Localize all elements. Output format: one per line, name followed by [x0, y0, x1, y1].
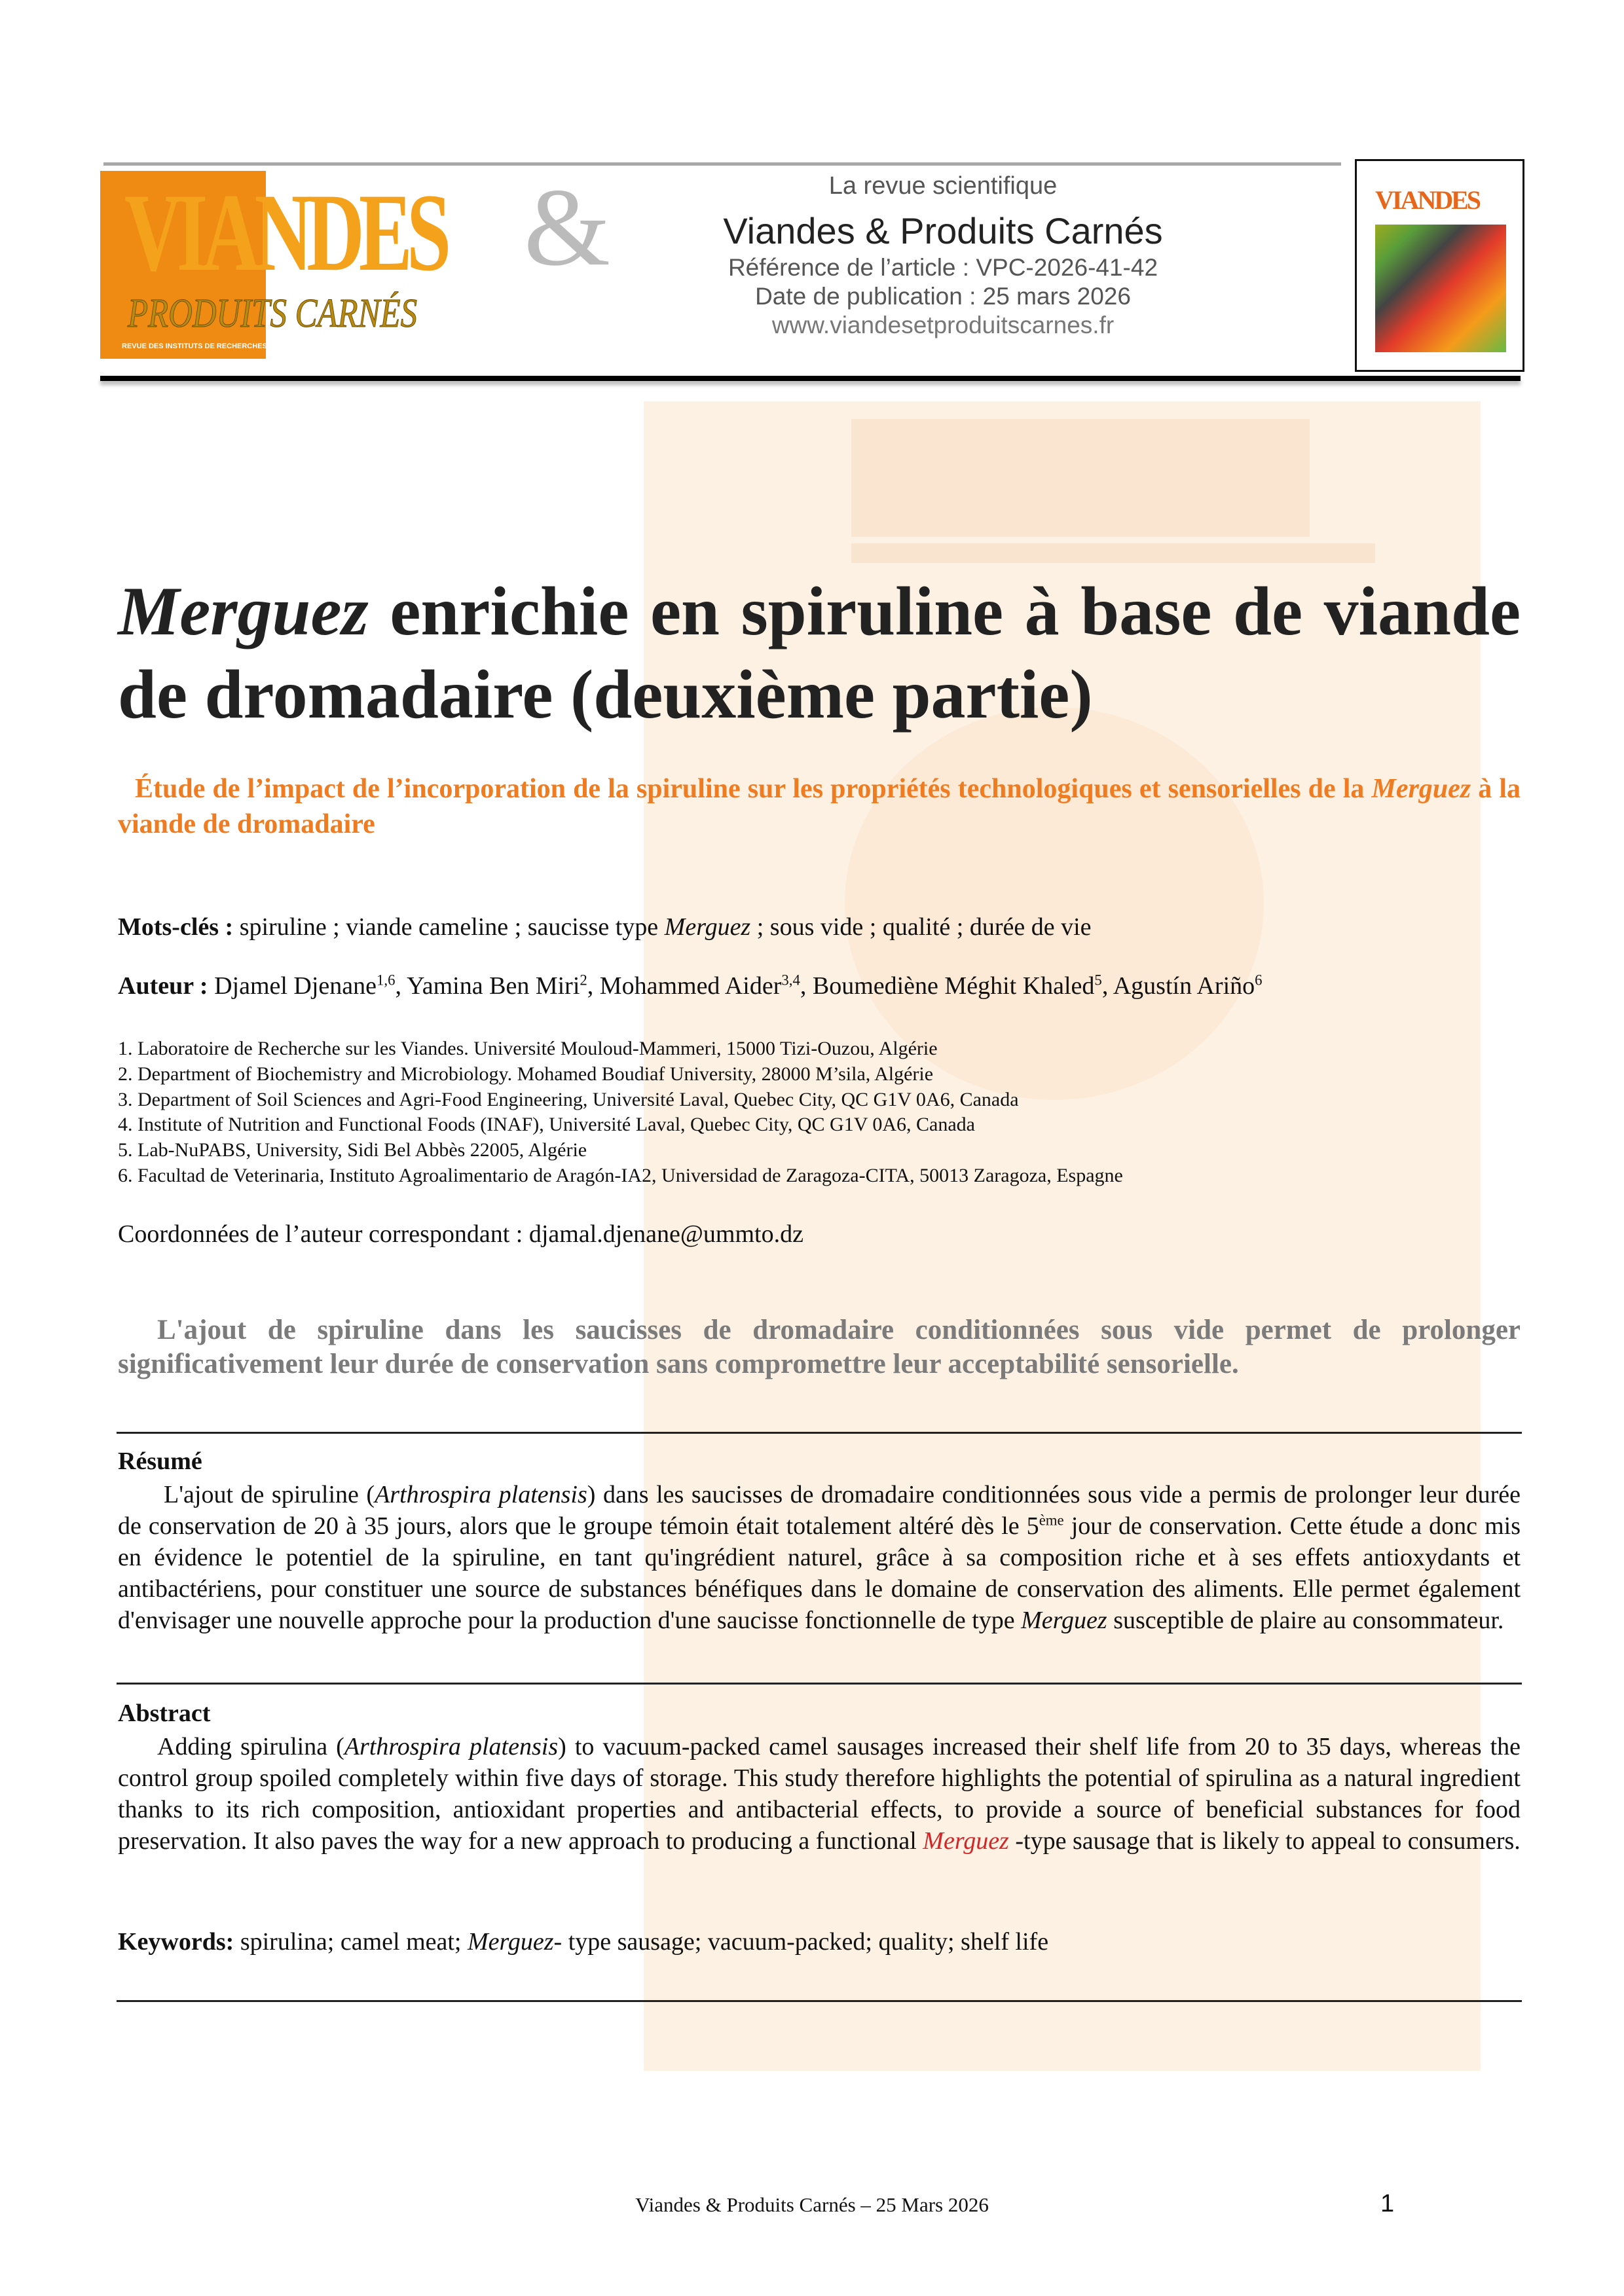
author-affiliation-ref: 5	[1094, 972, 1102, 989]
journal-name: Viandes & Produits Carnés	[723, 210, 1163, 251]
resume-italic: Merguez	[1021, 1607, 1107, 1634]
page-number: 1	[1380, 2190, 1395, 2217]
keywords-fr-label: Mots-clés :	[118, 913, 234, 941]
author-name: Mohammed Aider	[593, 972, 782, 1000]
author	[208, 972, 401, 1000]
logo-tagline: REVUE DES INSTITUTS DE RECHERCHES ET DES CENTRES TECHNIQUES DES FILIÈRES VIANDES ET PRODUITS CARNÉS	[122, 342, 549, 350]
corresponding-contact: Coordonnées de l’auteur correspondant : djamal.djenane@ummto.dz	[118, 1220, 803, 1248]
keywords-fr	[118, 913, 1521, 941]
author-separator: ,	[800, 972, 807, 1000]
resume-sup: ème	[1039, 1512, 1064, 1529]
affiliation-item: 1. Laboratoire de Recherche sur les Viandes. Université Mouloud-Mammeri, 15000 Tizi-Ouzou, Algérie	[118, 1038, 938, 1059]
keywords-fr-italic: Merguez	[664, 913, 751, 941]
highlight-statement: L'ajout de spiruline dans les saucisses de dromadaire conditionnées sous vide permet de prolonger significativement leur durée de conservation sans compromettre leur acceptabilité sensorielle.	[118, 1315, 1521, 1379]
author-name: Agustín Ariño	[1108, 972, 1255, 1000]
author-affiliation-ref: 6	[1255, 972, 1263, 989]
resume-body	[118, 1479, 1521, 1636]
author	[1108, 972, 1262, 1000]
abstract-text: -type sausage that is likely to appeal to consumers.	[1008, 1827, 1521, 1855]
abstract-body	[118, 1731, 1521, 1857]
author-affiliation-ref: 3,4	[781, 972, 800, 989]
keywords-en-text-end: - type sausage; vacuum-packed; quality; shelf life	[553, 1928, 1049, 1956]
resume-text: jour de conservation. Cette étude a donc mis en évidence le potentiel de la spiruline, en tant qu'ingrédient naturel, grâce à sa composition riche et à ses effets antioxydants et antibactériens, pour constituer une source de substances bénéfiques dans le domaine de conservation des aliments. Elle permet également d'envisager une nouvelle approche pour la production d'une saucisse fonctionnelle de type	[118, 1512, 1521, 1634]
affiliation-item: 3. Department of Soil Sciences and Agri-Food Engineering, Université Laval, Quebec City, QC G1V 0A6, Canada	[118, 1088, 1019, 1110]
revue-label: La revue scientifique	[828, 172, 1058, 200]
logo-ampersand: &	[524, 166, 611, 289]
subtitle-text: Étude de l’impact de l’incorporation de la spiruline sur les propriétés technologiques et sensorielles de la	[135, 774, 1372, 804]
authors-label: Auteur :	[118, 972, 208, 1000]
abstract-text: ) to vacuum-packed camel sausages increased their shelf life from 20 to 35 days, whereas the control group spoiled completely within five days of storage. This study therefore highlights the potential of spirulina as a natural ingredient thanks to its rich composition, antioxidant properties and antibacterial effects, to provide a source of beneficial substances for food preservation. It also paves the way for a new approach to producing a functional	[118, 1733, 1521, 1855]
keywords-en-text: spirulina; camel meat;	[234, 1928, 468, 1956]
author-separator: ,	[587, 972, 594, 1000]
affiliations	[118, 1036, 1123, 1189]
author-separator: ,	[395, 972, 402, 1000]
author-affiliation-ref: 2	[580, 972, 587, 989]
resume-text: ) dans les saucisses de dromadaire conditionnées sous vide a permis de prolonger leur durée de conservation de 20 à 35 jours, alors que le groupe témoin était totalement altéré dès le 5	[118, 1481, 1521, 1540]
authors	[118, 972, 1521, 1000]
divider	[117, 2000, 1522, 2002]
abstract-italic: Merguez	[923, 1827, 1009, 1855]
author-separator: ,	[1101, 972, 1109, 1000]
affiliation-item: 5. Lab-NuPABS, University, Sidi Bel Abbès 22005, Algérie	[118, 1139, 587, 1161]
keywords-en	[118, 1927, 1521, 1956]
affiliation-item: 2. Department of Biochemistry and Microbiology. Mohamed Boudiaf University, 28000 M’sila, Algérie	[118, 1063, 934, 1085]
resume-text: susceptible de plaire au consommateur.	[1107, 1607, 1504, 1634]
author	[401, 972, 593, 1000]
abstract-text: Adding spirulina (	[157, 1733, 344, 1760]
resume-text: L'ajout de spiruline (	[164, 1481, 375, 1508]
affiliation-item: 4. Institute of Nutrition and Functional Foods (INAF), Université Laval, Quebec City, QC G1V 0A6, Canada	[118, 1114, 975, 1136]
keywords-fr-text: spiruline ; viande cameline ; saucisse type	[233, 913, 665, 941]
footer-text: Viandes & Produits Carnés – 25 Mars 2026	[635, 2193, 989, 2216]
divider	[117, 1432, 1522, 1434]
watermark-logo	[851, 419, 1310, 537]
subtitle-italic: Merguez	[1371, 774, 1471, 804]
header-top-rule	[103, 162, 1341, 166]
keywords-en-italic: Merguez	[467, 1928, 554, 1956]
keywords-fr-text-end: ; sous vide ; qualité ; durée de vie	[750, 913, 1092, 941]
watermark-logo-band	[851, 543, 1375, 563]
logo-viandes: VIANDES	[124, 171, 446, 294]
affiliation-item: 6. Facultad de Veterinaria, Instituto Agroalimentario de Aragón-IA2, Universidad de Zaragoza-CITA, 50013 Zaragoza, Espagne	[118, 1164, 1123, 1186]
resume-species: Arthrospira platensis	[375, 1481, 587, 1508]
article-title	[118, 570, 1521, 736]
resume-heading: Résumé	[118, 1448, 202, 1475]
divider	[117, 1683, 1522, 1685]
publication-date: Date de publication : 25 mars 2026	[755, 283, 1131, 310]
author-name: Djamel Djenane	[208, 972, 377, 1000]
author	[806, 972, 1108, 1000]
author	[593, 972, 806, 1000]
subtitle-text-end: à la viande de dromadaire	[118, 774, 1521, 839]
author-name: Boumediène Méghit Khaled	[806, 972, 1095, 1000]
journal-cover-thumbnail	[1355, 159, 1524, 372]
keywords-en-label: Keywords:	[118, 1928, 234, 1956]
article-subtitle	[118, 771, 1521, 842]
title-rest: enrichie en spiruline à base de viande de dromadaire (deuxième partie)	[118, 573, 1521, 733]
cover-title: VIANDES	[1375, 175, 1506, 225]
abstract-species: Arthrospira platensis	[344, 1733, 559, 1760]
journal-url[interactable]: www.viandesetproduitscarnes.fr	[771, 312, 1115, 338]
header-black-rule	[100, 376, 1521, 381]
abstract-heading: Abstract	[118, 1700, 211, 1727]
author-name: Yamina Ben Miri	[401, 972, 580, 1000]
title-italic: Merguez	[118, 573, 369, 649]
article-reference: Référence de l’article : VPC-2026-41-42	[728, 254, 1158, 281]
logo-produits-carnes: PRODUITS CARNÉS	[128, 291, 418, 336]
author-affiliation-ref: 1,6	[377, 972, 396, 989]
